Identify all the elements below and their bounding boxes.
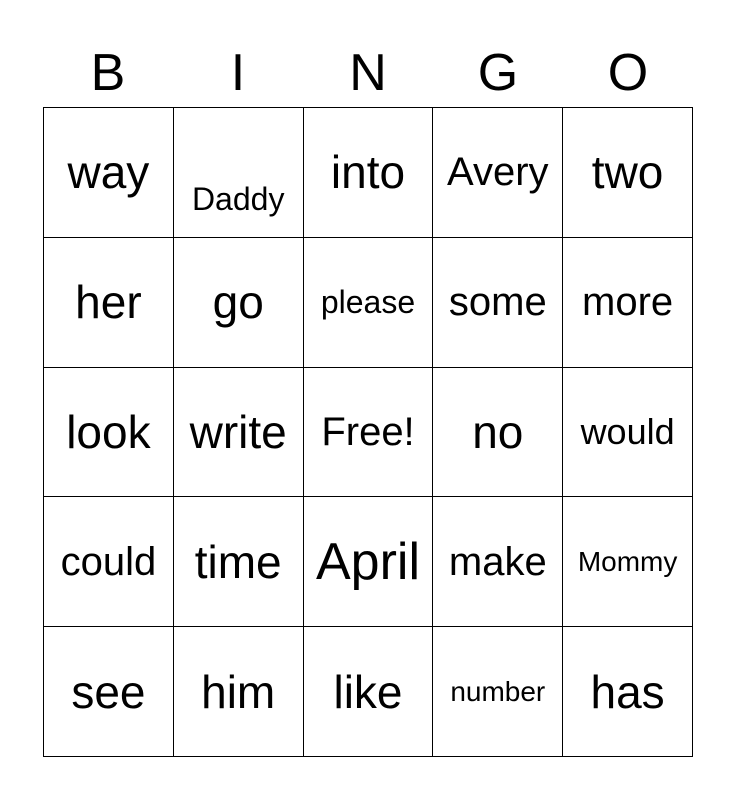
bingo-cell[interactable] bbox=[433, 368, 563, 498]
bingo-cell[interactable] bbox=[304, 497, 434, 627]
cell-word: look bbox=[66, 405, 151, 458]
bingo-cell[interactable] bbox=[44, 238, 174, 368]
cell-word: April bbox=[315, 532, 420, 591]
cell-word: some bbox=[448, 280, 547, 325]
cell-word: two bbox=[591, 146, 664, 199]
bingo-cell[interactable] bbox=[304, 108, 434, 238]
header-letter-b: B bbox=[90, 44, 126, 102]
header-letter-g: G bbox=[477, 44, 519, 102]
bingo-cell[interactable] bbox=[174, 497, 304, 627]
bingo-cell[interactable] bbox=[174, 627, 304, 757]
bingo-cell[interactable] bbox=[433, 627, 563, 757]
cell-word: her bbox=[75, 276, 142, 329]
cell-word: see bbox=[71, 665, 146, 718]
bingo-header bbox=[43, 40, 693, 106]
cell-word: him bbox=[201, 665, 276, 718]
cell-word: way bbox=[67, 146, 150, 199]
cell-word: please bbox=[320, 284, 416, 321]
bingo-cell[interactable] bbox=[174, 368, 304, 498]
bingo-cell[interactable] bbox=[563, 627, 693, 757]
bingo-cell[interactable] bbox=[44, 627, 174, 757]
bingo-cell[interactable] bbox=[304, 627, 434, 757]
cell-word: number bbox=[450, 675, 546, 707]
cell-word: Mommy bbox=[577, 545, 678, 577]
cell-word: more bbox=[582, 280, 674, 325]
cell-word: like bbox=[333, 665, 403, 718]
bingo-cell[interactable] bbox=[563, 497, 693, 627]
bingo-cell[interactable] bbox=[44, 368, 174, 498]
header-letter-o: O bbox=[607, 44, 649, 102]
cell-word: Daddy bbox=[191, 180, 285, 217]
free-space-label: Free! bbox=[321, 409, 415, 454]
bingo-cell[interactable] bbox=[44, 108, 174, 238]
cell-word: could bbox=[60, 539, 157, 584]
bingo-cell[interactable] bbox=[433, 497, 563, 627]
cell-word: would bbox=[580, 410, 675, 452]
bingo-cell[interactable] bbox=[304, 238, 434, 368]
cell-word: make bbox=[448, 539, 547, 584]
bingo-cell[interactable] bbox=[433, 108, 563, 238]
bingo-cell[interactable] bbox=[563, 238, 693, 368]
bingo-cell[interactable] bbox=[174, 238, 304, 368]
header-letter-n: N bbox=[349, 44, 387, 102]
cell-word: no bbox=[472, 405, 524, 458]
bingo-cell[interactable] bbox=[563, 108, 693, 238]
bingo-cell[interactable] bbox=[433, 238, 563, 368]
bingo-cell[interactable] bbox=[174, 108, 304, 238]
cell-word: has bbox=[590, 665, 665, 718]
cell-word: into bbox=[330, 146, 406, 199]
bingo-cell[interactable] bbox=[44, 497, 174, 627]
cell-word: time bbox=[194, 535, 282, 588]
cell-word: write bbox=[189, 405, 287, 458]
bingo-cell[interactable] bbox=[563, 368, 693, 498]
bingo-board bbox=[43, 107, 693, 757]
bingo-cell-free[interactable] bbox=[304, 368, 434, 498]
cell-word: Avery bbox=[447, 150, 549, 195]
header-letter-i: I bbox=[230, 44, 246, 102]
cell-word: go bbox=[212, 276, 264, 329]
